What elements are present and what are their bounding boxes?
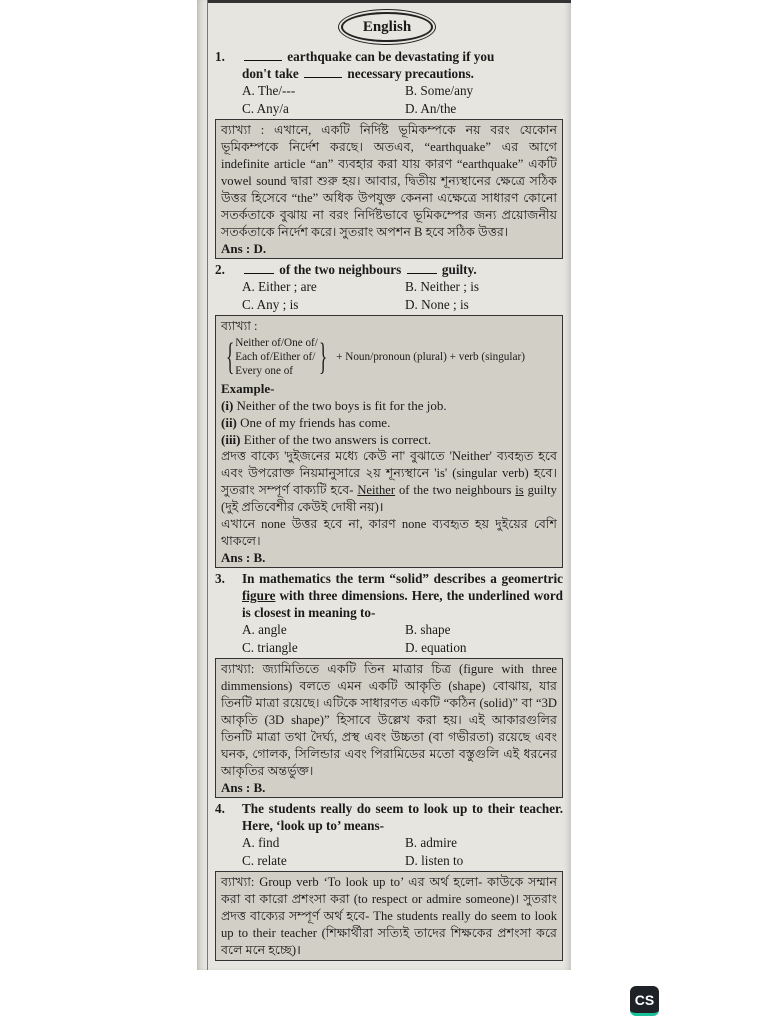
option-a: A. The/--- — [242, 83, 296, 98]
question-stem: of the two neighbours guilty. — [242, 261, 563, 278]
question-3 — [215, 570, 563, 798]
question-number: 3. — [215, 571, 225, 586]
answer: Ans : D. — [221, 241, 267, 256]
option-b: B. Some/any — [405, 83, 474, 98]
question-number: 2. — [215, 262, 225, 277]
explanation-label: ব্যাখ্যা : — [221, 319, 258, 333]
explanation-note: প্রদত্ত বাক্যে 'দুইজনের মধ্যে কেউ না' বুঝাতে 'Neither' ব্যবহৃত হবে এবং উপরোক্ত নিয়মানুসারে ২য় শূন্যস্থানে 'is' (singular verb) হবে। সুতরাং সম্পূর্ণ বাক্যটি হবে- Neither of the two neighbours is guilty (দুই প্রতিবেশীর কেউই দোষী নয়)। — [221, 449, 557, 514]
option-b: B. Neither ; is — [405, 279, 479, 294]
scanned-page — [197, 0, 571, 970]
options — [242, 834, 563, 869]
option-d: D. equation — [405, 639, 467, 655]
options — [242, 278, 563, 313]
answer: Ans : B. — [221, 550, 266, 565]
margin-rule — [207, 0, 208, 970]
explanation-box — [215, 315, 563, 568]
blank — [407, 262, 437, 274]
question-list — [215, 48, 563, 963]
question-number: 1. — [215, 49, 225, 64]
rule-text: + Noun/pronoun (plural) + verb (singular) — [336, 351, 525, 363]
option-c: C. triangle — [242, 639, 298, 655]
question-stem: earthquake can be devastating if you don't take necessary precautions. — [242, 49, 495, 81]
option-a: A. angle — [242, 622, 287, 637]
explanation-text: ব্যাখ্যা: Group verb ‘To look up to’ এর অর্থ হলো- কাউকে সম্মান করা বা কারো প্রশংসা করা (to respect or admire someone)। সুতরাং প্রদত্ত বাক্যের সম্পূর্ণ অর্থ হবে- The students really do seem to look up to their teacher (শিক্ষার্থীরা সত্যিই তাদের শিক্ষকের প্রশংসা করে বলে মনে হচ্ছে)। — [221, 875, 557, 957]
option-d: D. An/the — [405, 100, 457, 116]
explanation-box — [215, 119, 563, 259]
question-stem: In mathematics the term “solid” describes a geomertric figure with three dimensions. Here, the underlined word is closest in meaning to- — [242, 571, 564, 620]
example-item: (iii) Either of the two answers is correct. — [221, 432, 432, 447]
question-1 — [215, 48, 563, 259]
blank — [304, 66, 342, 78]
option-a: A. find — [242, 835, 280, 850]
option-d: D. None ; is — [405, 296, 469, 312]
camscanner-logo: CS — [630, 986, 659, 1016]
right-brace: } — [318, 336, 328, 378]
explanation-text: ব্যাখ্যা: জ্যামিতিতে একটি তিন মাত্রার চিত্র (figure with three dimmensions) বলতে এমন একটি আকৃতি (shape) বোঝায়, যার তিনটি মাত্রা রয়েছে। এটিকে সাধারণত একটি “কঠিন (solid)” বা “3D আকৃতি (3D shape)” হিসাবে উল্লেখ করা হয়। এই আকারগুলির তিনটি মাত্রা তথা দৈর্ঘ্য, প্রস্থ এবং উচ্চতা (বা গভীরতা) রয়েছে এবং ঘনক, গোলক, সিলিন্ডার এবং পিরামিডের মতো বস্তুগুলি এই ধরনের আকৃতির অন্তর্ভুক্ত। — [221, 662, 557, 778]
example-item: (i) Neither of the two boys is fit for the job. — [221, 398, 447, 413]
question-stem: The students really do seem to look up to their teacher. Here, ‘look up to’ means- — [242, 801, 563, 833]
rule-items: Neither of/One of/ Each of/Either of/ Every one of — [235, 337, 318, 377]
blank — [244, 262, 274, 274]
question-2 — [215, 261, 563, 568]
option-a: A. Either ; are — [242, 279, 317, 294]
top-rule — [207, 0, 571, 3]
question-4 — [215, 800, 563, 961]
option-b: B. admire — [405, 835, 458, 850]
section-heading: English — [341, 12, 433, 42]
options — [242, 82, 563, 117]
options — [242, 621, 563, 656]
option-c: C. relate — [242, 852, 287, 868]
grammar-rule — [221, 336, 557, 378]
blank — [244, 49, 282, 61]
explanation-box — [215, 871, 563, 961]
explanation-box — [215, 658, 563, 798]
option-c: C. Any/a — [242, 100, 289, 116]
example-heading: Example- — [221, 381, 275, 396]
question-number: 4. — [215, 801, 225, 816]
left-brace: { — [226, 336, 235, 378]
explanation-text: ব্যাখ্যা : এখানে, একটি নির্দিষ্ট ভূমিকম্পকে নয় বরং যেকোন ভূমিকম্পকে নির্দেশ করছে। অতএব, “earthquake” এর আগে indefinite article “an” ব্যবহার করা যায় কারণ “earthquake” একটি vowel sound দ্বারা শুরু হয়। আবার, দ্বিতীয় শূন্যস্থানের ক্ষেত্রে সঠিক উত্তর হিসেবে “the” অধিক উপযুক্ত কেননা এক্ষেত্রে সাধারণ কোনো সতর্কতাকে বুঝায় না বরং নির্দিষ্টভাবে ভূমিকম্পের জন্য প্রয়োজনীয় সতর্কতাকে নির্দেশ করে। সুতরাং অপশন B হবে সঠিক উত্তর। — [221, 123, 557, 239]
option-d: D. listen to — [405, 852, 464, 868]
answer: Ans : B. — [221, 780, 266, 795]
option-b: B. shape — [405, 622, 451, 637]
explanation-note-2: এখানে none উত্তর হবে না, কারণ none ব্যবহৃত হয় দুইয়ের বেশি থাকলে। — [221, 517, 557, 548]
example-item: (ii) One of my friends has come. — [221, 415, 391, 430]
option-c: C. Any ; is — [242, 296, 299, 312]
